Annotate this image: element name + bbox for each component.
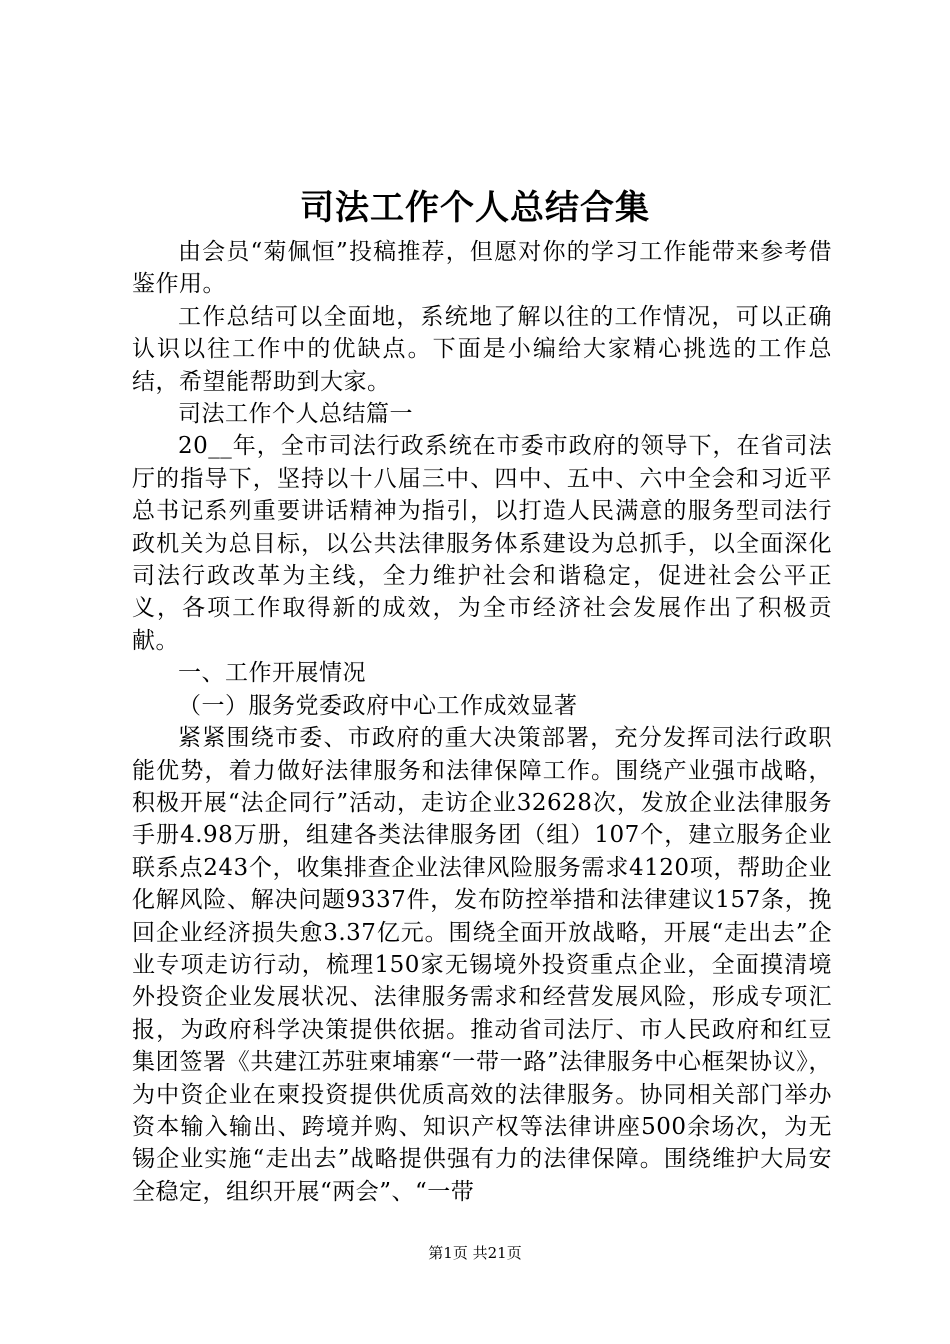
- summary-paragraph: 工作总结可以全面地，系统地了解以往的工作情况，可以正确认识以往工作中的优缺点。下面是小编给大家精心挑选的工作总结，希望能帮助到大家。: [132, 303, 832, 395]
- overview-paragraph: 20__年，全市司法行政系统在市委市政府的领导下，在省司法厅的指导下，坚持以十八届三中、四中、五中、六中全会和习近平总书记系列重要讲话精神为指引，以打造人民满意的服务型司法行政机关为总目标，以公共法律服务体系建设为总抓手，以全面深化司法行政改革为主线，全力维护社会和谐稳定，促进社会公平正义，各项工作取得新的成效，为全市经济社会发展作出了积极贡献。: [132, 433, 832, 654]
- document-body: [132, 236, 832, 1208]
- central-work-paragraph: 紧紧围绕市委、市政府的重大决策部署，充分发挥司法行政职能优势，着力做好法律服务和法律保障工作。围绕产业强市战略，积极开展“法企同行”活动，走访企业32628次，发放企业法律服务手册4.98万册，组建各类法律服务团（组）107个，建立服务企业联系点243个，收集排查企业法律风险服务需求4120项，帮助企业化解风险、解决问题9337件，发布防控举措和法律建议157条，挽回企业经济损失愈3.37亿元。围绕全面开放战略，开展“走出去”企业专项走访行动，梳理150家无锡境外投资重点企业，全面摸清境外投资企业发展状况、法律服务需求和经营发展风险，形成专项汇报，为政府科学决策提供依据。推动省司法厅、市人民政府和红豆集团签署《共建江苏驻柬埔寨“一带一路”法律服务中心框架协议》，为中资企业在柬投资提供优质高效的法律服务。协同相关部门举办资本输入输出、跨境并购、知识产权等法律讲座500余场次，为无锡企业实施“走出去”战略提供强有力的法律保障。围绕维护大局安全稳定，组织开展“两会”、“一带: [132, 725, 832, 1205]
- subsection-heading-central-work: （一）服务党委政府中心工作成效显著: [178, 692, 578, 719]
- document-title: 司法工作个人总结合集: [300, 188, 650, 228]
- section-heading-work-progress: 一、工作开展情况: [178, 660, 366, 687]
- intro-paragraph: 由会员“菊佩恒”投稿推荐，但愿对你的学习工作能带来参考借鉴作用。: [132, 239, 832, 298]
- page-footer: 第1页 共21页: [428, 1244, 522, 1262]
- section-heading-part-one: 司法工作个人总结篇一: [178, 401, 413, 428]
